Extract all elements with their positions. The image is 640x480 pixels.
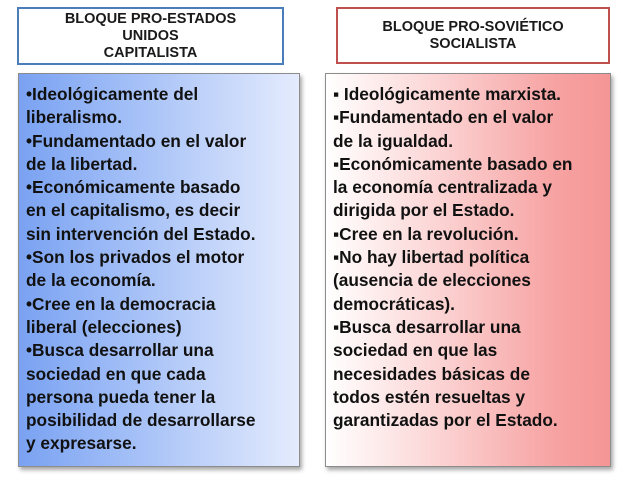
socialist-text-line: ▪Económicamente basado en	[333, 153, 573, 174]
capitalist-text-line: sin intervención del Estado.	[26, 223, 256, 244]
socialist-text-line: garantizadas por el Estado.	[333, 410, 558, 431]
capitalist-text-line: posibilidad de desarrollarse	[26, 410, 256, 431]
capitalist-text-line: de la libertad.	[26, 153, 138, 174]
socialist-text-line: ▪ Ideológicamente marxista.	[333, 84, 561, 104]
capitalist-header-line-1: BLOQUE PRO-ESTADOS	[64, 10, 237, 27]
socialist-text-line: ▪Fundamentado en el valor	[333, 107, 554, 128]
socialist-text-line: ▪Cree en la revolución.	[333, 223, 519, 244]
socialist-bloc-header	[336, 7, 610, 64]
capitalist-characteristics-list	[26, 83, 256, 456]
capitalist-text-line: •Son los privados el motor	[26, 247, 245, 268]
capitalist-header-line-2: UNIDOS	[122, 27, 179, 44]
socialist-header-line-1: BLOQUE PRO-SOVIÉTICO	[382, 18, 564, 35]
capitalist-text-line: •Ideológicamente del	[26, 84, 199, 104]
capitalist-text-line: en el capitalismo, es decir	[26, 200, 241, 221]
socialist-characteristics-panel	[325, 73, 611, 467]
socialist-text-line: ▪No hay libertad política	[333, 247, 530, 268]
capitalist-text-line: •Fundamentado en el valor	[26, 130, 247, 151]
capitalist-text-line: •Busca desarrollar una	[26, 340, 214, 361]
capitalist-text-line: liberalismo.	[26, 107, 123, 128]
socialist-text-line: necesidades básicas de	[333, 363, 530, 384]
socialist-characteristics-list	[333, 83, 573, 432]
socialist-text-line: dirigida por el Estado.	[333, 200, 515, 221]
socialist-text-line: sociedad en que las	[333, 340, 498, 361]
capitalist-header-line-3: CAPITALISTA	[103, 44, 198, 61]
capitalist-text-line: de la economía.	[26, 270, 156, 291]
socialist-text-line: todos estén resueltas y	[333, 386, 526, 407]
socialist-text-line: democráticas).	[333, 293, 455, 314]
capitalist-text-line: •Cree en la democracia	[26, 293, 216, 314]
capitalist-text-line: y expresarse.	[26, 433, 137, 454]
capitalist-characteristics-panel	[18, 73, 300, 467]
capitalist-text-line: sociedad en que cada	[26, 363, 206, 384]
socialist-text-line: de la igualdad.	[333, 130, 454, 151]
socialist-text-line: ▪Busca desarrollar una	[333, 316, 521, 337]
socialist-header-line-2: SOCIALISTA	[429, 35, 517, 52]
capitalist-text-line: •Económicamente basado	[26, 177, 241, 198]
capitalist-text-line: liberal (elecciones)	[26, 316, 182, 337]
socialist-text-line: la economía centralizada y	[333, 177, 552, 198]
socialist-text-line: (ausencia de elecciones	[333, 270, 531, 291]
capitalist-bloc-header	[17, 7, 284, 65]
capitalist-text-line: persona pueda tener la	[26, 386, 216, 407]
